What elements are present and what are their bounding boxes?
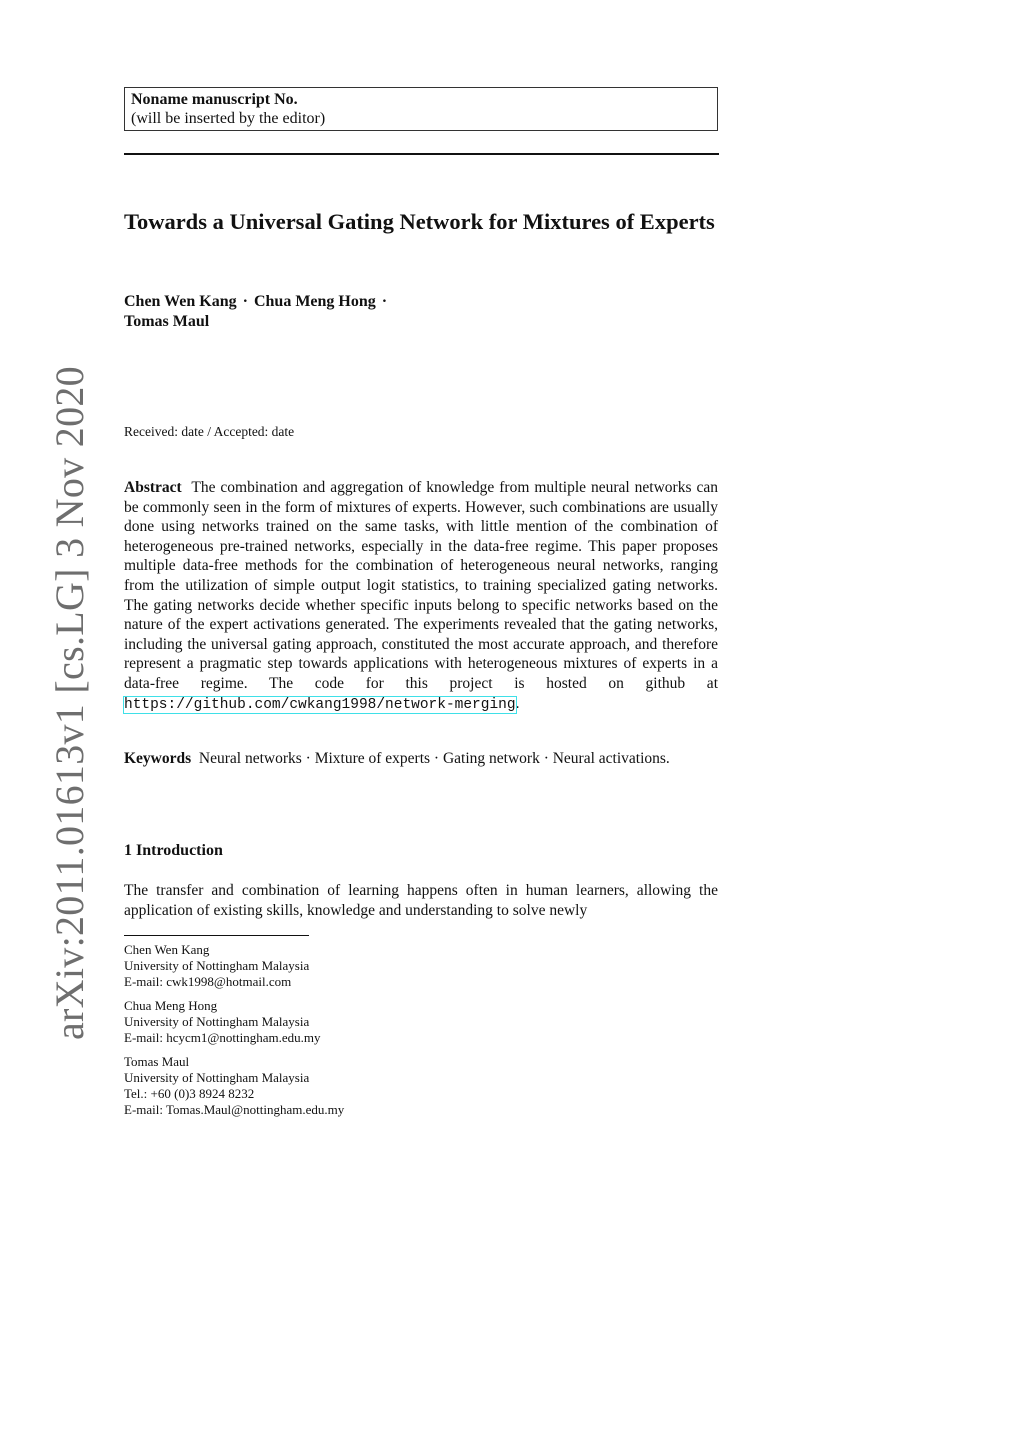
arxiv-identifier: arXiv:2011.01613v1 [cs.LG] 3 Nov 2020 [47,366,92,1040]
footnote-name: Chua Meng Hong [124,998,218,1013]
author-list [124,292,724,332]
section-heading-introduction: 1 Introduction [124,842,223,859]
manuscript-box [124,87,718,131]
footnote-name: Chen Wen Kang [124,942,210,957]
footnote-email: E-mail: Tomas.Maul@nottingham.edu.my [124,1102,345,1117]
footnote-email: E-mail: hcycm1@nottingham.edu.my [124,1030,321,1045]
keywords-text: Neural networks · Mixture of experts · Gating network · Neural activations. [198,750,670,767]
author-name: Chua Meng Hong [253,293,376,310]
footnote-author-2 [124,998,524,1046]
footnote-author-3 [124,1054,524,1118]
abstract-heading: Abstract [124,479,182,496]
introduction-text: The transfer and combination of learning happens often in human learners, allowing the application of existing skills, knowledge and understanding to solve newly [124,882,718,919]
abstract-end: . [515,694,520,712]
footnote-affiliation: University of Nottingham Malaysia [124,1014,310,1029]
author-separator: · [242,293,248,310]
received-date: Received: date / Accepted: date [124,424,295,439]
footnote-affiliation: University of Nottingham Malaysia [124,958,310,973]
keywords [124,749,718,769]
footnote-rule [124,935,309,936]
abstract [124,478,718,715]
paper-title: Towards a Universal Gating Network for Mixtures of Experts [124,209,715,234]
author-separator: · [381,293,388,310]
footnote-affiliation: University of Nottingham Malaysia [124,1070,310,1085]
github-link[interactable]: https://github.com/cwkang1998/network-merging [124,696,516,713]
manuscript-title: Noname manuscript No. [131,91,298,108]
header-rule [124,153,719,155]
author-name: Tomas Maul [124,313,210,330]
footnote-tel: Tel.: +60 (0)3 8924 8232 [124,1086,255,1101]
keywords-heading: Keywords [124,750,192,767]
footnote-author-1 [124,942,524,990]
footnote-email: E-mail: cwk1998@hotmail.com [124,974,292,989]
author-name: Chen Wen Kang [124,293,237,310]
abstract-text: The combination and aggregation of knowledge from multiple neural networks can be commonly seen in the form of mixtures of experts. However, such combinations are usually done using networks trained on the same tasks, with little mention of the combination of heterogeneous pre-trained networks, especially in the data-free regime. This paper proposes multiple data-free methods for the combination of heterogeneous neural networks, ranging from the utilization of simple output logit statistics, to training specialized gating networks. The gating networks decide whether specific inputs belong to specific networks based on the nature of the expert activations generated. The experiments revealed that the gating networks, including the universal gating approach, constituted the most accurate approach, and therefore represent a pragmatic step towards applications with heterogeneous mixtures of experts in a data-free regime. The code for this project is hosted on github at [124,479,718,692]
footnote-name: Tomas Maul [124,1054,190,1069]
manuscript-note: (will be inserted by the editor) [131,110,326,127]
